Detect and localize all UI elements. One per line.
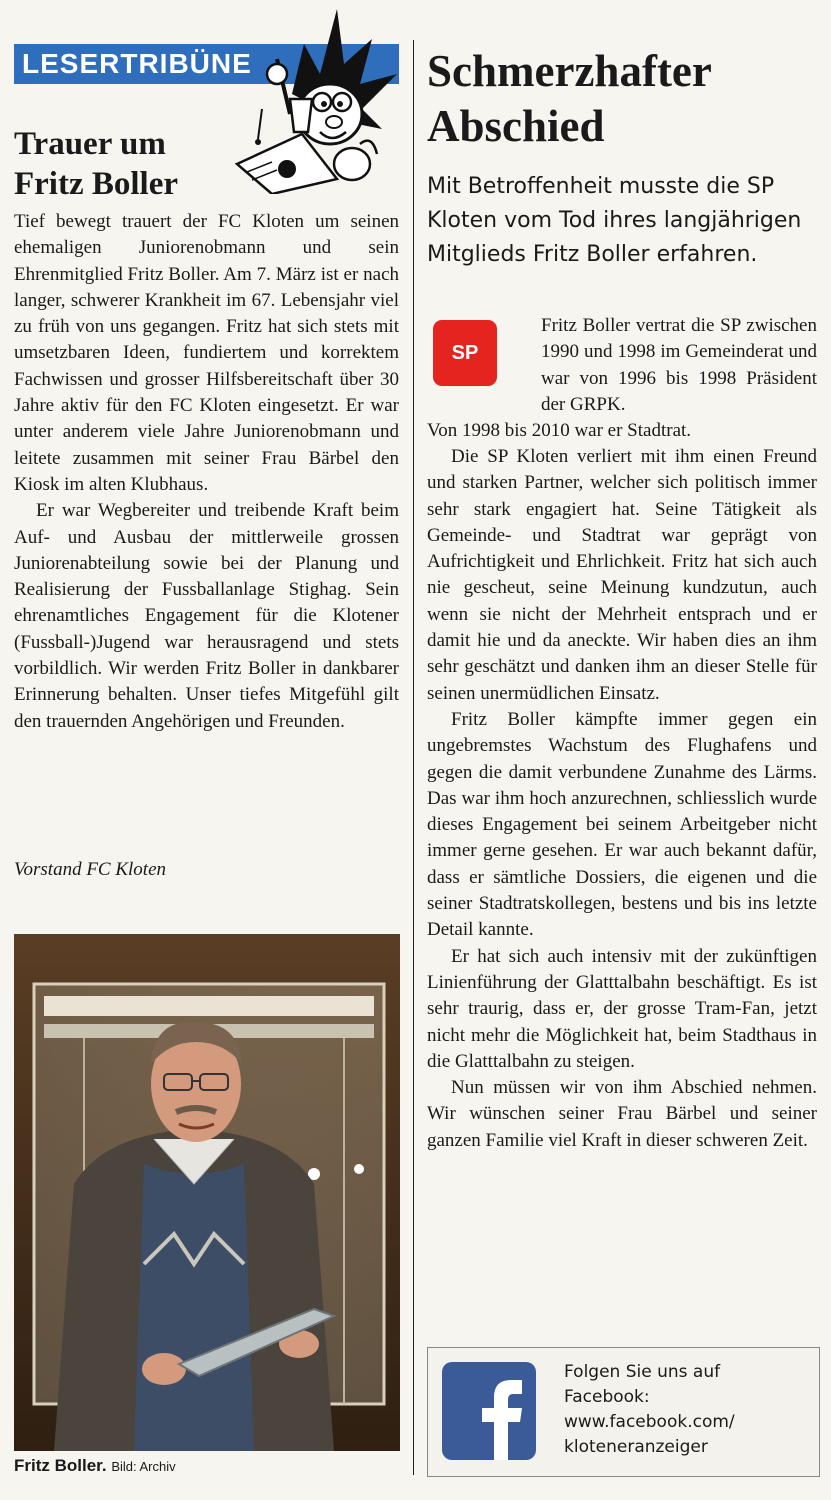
right-article-intro-tail: Von 1998 bis 2010 war er Stadtrat. <box>427 420 692 441</box>
fb-line: Facebook: <box>564 1387 650 1407</box>
mascot-illustration <box>232 4 402 194</box>
sp-party-logo: SP <box>433 320 497 386</box>
right-article-body <box>427 444 817 1154</box>
left-title-line2: Fritz Boller <box>14 166 179 202</box>
right-title-line2: Abschied <box>427 101 605 151</box>
fb-link[interactable]: www.facebook.com/ <box>564 1412 735 1432</box>
caption-name: Fritz Boller. <box>14 1456 107 1475</box>
right-title-line1: Schmerzhafter <box>427 46 712 96</box>
caption-credit: Bild: Archiv <box>111 1459 176 1474</box>
column-divider <box>413 40 414 1475</box>
fb-link[interactable]: kloteneranzeiger <box>564 1437 708 1457</box>
facebook-promo-text <box>564 1360 814 1460</box>
left-article-title <box>14 124 244 204</box>
left-paragraph: Tief bewegt trauert der FC Kloten um seinen ehemaligen Juniorenobmann und sein Ehrenmitglied Fritz Boller. Am 7. März ist er nach langer, schwerer Krankheit im 67. Lebensjahr viel zu früh von uns gegangen. Fritz hat sich stets mit umsetzbaren Ideen, fundiertem und korrektem Fachwissen und grosser Hilfsbereitschaft über 30 Jahre aktiv für den FC Kloten eingesetzt. Er war unter anderem viele Jahre Juniorenobmann und leitete zusammen mit seiner Frau Bärbel den Kiosk im alten Klubhaus. <box>14 211 399 495</box>
left-paragraph: Er war Wegbereiter und treibende Kraft beim Auf- und Ausbau der mittlerweile grossen Juniorenabteilung sowie bei der Planung und Realisierung der Fussballanlage Stighag. Sein ehrenamtliches Engagement für die Klotener (Fussball-)Jugend war herausragend und stets vorbildlich. Wir werden Fritz Boller in dankbarer Erinnerung behalten. Unser tiefes Mitgefühl gilt den trauernden Angehörigen und Freunden. <box>14 500 399 732</box>
photo-caption <box>14 1456 176 1476</box>
right-paragraph: Nun müssen wir von ihm Abschied nehmen. Wir wünschen seiner Frau Bärbel und seiner ganzen Familie viel Kraft in dieser schweren Zeit. <box>427 1077 817 1151</box>
right-article-intro: Fritz Boller vertrat die SP zwischen 1990 und 1998 im Gemeinderat und war von 1996 bis 1998 Präsident der GRPK. <box>541 315 817 415</box>
photo-illustration <box>14 934 400 1451</box>
right-paragraph: Die SP Kloten verliert mit ihm einen Freund und starken Partner, welcher sich politisch immer sehr stark engagiert hat. Seine Tätigkeit als Gemeinde- und Stadtrat war geprägt von Aufrichtigkeit und Ehrlichkeit. Fritz hat sich auch nie gescheut, seine Meinung kundzutun, auch wenn sie nicht der Mehrheit entsprach und er damit hie und da aneckte. Wir haben dies an ihm sehr geschätzt und danken ihm an dieser Stelle für seinen unermüdlichen Einsatz. <box>427 446 817 704</box>
right-article-title <box>427 44 817 154</box>
facebook-promo-box[interactable] <box>427 1347 820 1477</box>
left-article-signature: Vorstand FC Kloten <box>14 859 167 880</box>
right-article-lead: Mit Betroffenheit musste die SP Kloten vom Tod ihres langjährigen Mitglieds Fritz Boller erfahren. <box>427 174 802 267</box>
right-paragraph: Fritz Boller kämpfte immer gegen ein ungebremstes Wachstum des Flughafens und gegen die damit verbundene Zunahme des Lärms. Das war ihm hoch anzurechnen, schliesslich wurde dieses Engagement bei seinem Arbeitgeber nicht immer gerne gesehen. Er war auch bekannt dafür, dass er sämtliche Dossiers, die eigenen und die seiner Stadtratskollegen, bestens und bis ins letzte Detail kannte. <box>427 708 817 941</box>
left-article-body <box>14 209 399 735</box>
facebook-f-glyph <box>442 1362 536 1460</box>
portrait-photo <box>14 934 400 1451</box>
facebook-icon[interactable] <box>442 1362 536 1460</box>
right-paragraph: Er hat sich auch intensiv mit der zukünftigen Linienführung der Glatttalbahn beschäftigt. Es ist sehr traurig, dass er, der grosse Tram-Fan, jetzt nicht mehr die Möglichkeit hat, beim Stadthaus in die Glatttalbahn zu steigen. <box>427 945 817 1072</box>
left-title-line1: Trauer um <box>14 126 166 162</box>
fb-line: Folgen Sie uns auf <box>564 1362 721 1382</box>
section-label: LESERTRIBÜNE <box>14 44 399 84</box>
